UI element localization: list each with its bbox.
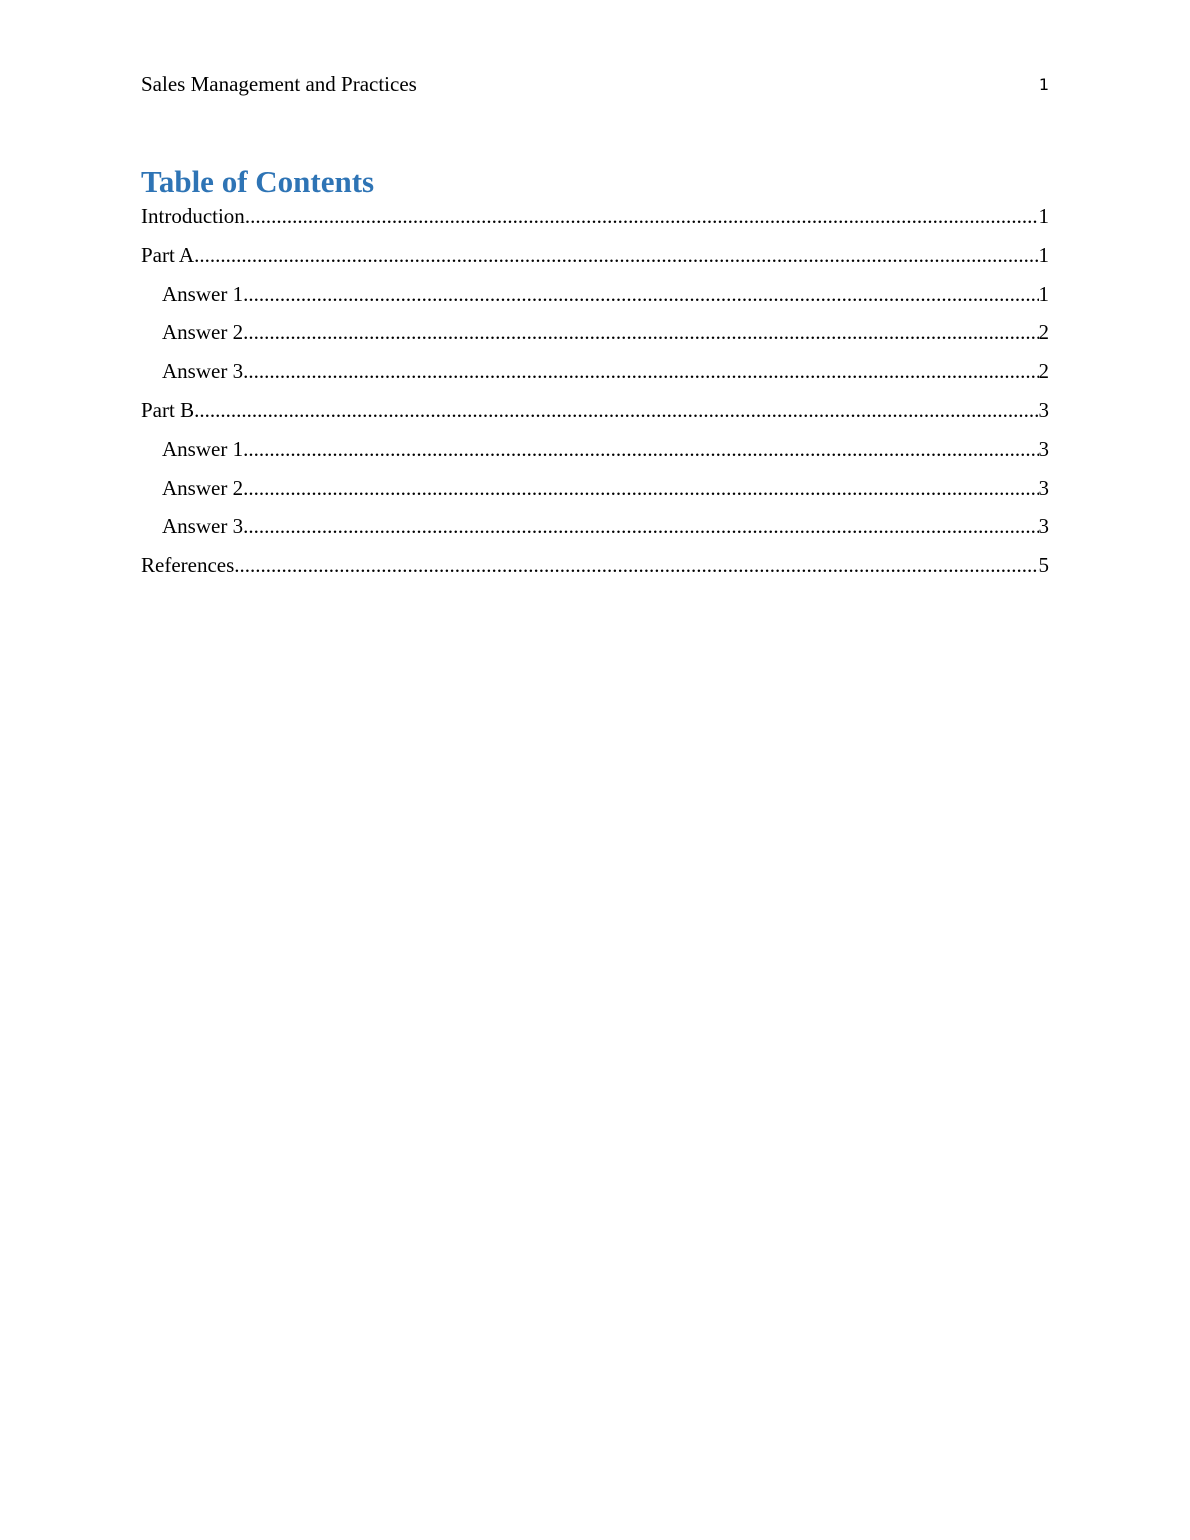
toc-entry-title: Answer 3 bbox=[162, 359, 244, 384]
toc-entry-page: 2 bbox=[1038, 320, 1049, 345]
page-header bbox=[141, 70, 1049, 100]
toc-dot-leader bbox=[243, 473, 1038, 503]
toc-dot-leader bbox=[243, 434, 1038, 464]
toc-entry-part-b[interactable] bbox=[141, 395, 1049, 434]
toc-entry-title: Answer 3 bbox=[162, 514, 244, 539]
table-of-contents bbox=[141, 201, 1049, 589]
toc-entry-title: Answer 2 bbox=[162, 475, 244, 500]
toc-entry-part-b-answer-1[interactable] bbox=[141, 434, 1049, 473]
page-number: 1 bbox=[1038, 75, 1049, 94]
toc-entry-title: Answer 1 bbox=[162, 281, 244, 306]
toc-dot-leader bbox=[243, 317, 1038, 347]
toc-dot-leader bbox=[245, 201, 1039, 231]
toc-entry-part-b-answer-2[interactable] bbox=[141, 473, 1049, 512]
toc-dot-leader bbox=[243, 279, 1038, 309]
toc-entry-page: 1 bbox=[1038, 281, 1049, 306]
toc-entry-introduction[interactable] bbox=[141, 201, 1049, 240]
toc-heading: Table of Contents bbox=[141, 164, 375, 199]
toc-entry-part-b-answer-3[interactable] bbox=[141, 511, 1049, 550]
toc-entry-page: 3 bbox=[1038, 436, 1049, 461]
toc-entry-page: 2 bbox=[1038, 359, 1049, 384]
toc-entry-part-a-answer-2[interactable] bbox=[141, 317, 1049, 356]
toc-entry-references[interactable] bbox=[141, 550, 1049, 589]
toc-dot-leader bbox=[243, 511, 1038, 541]
toc-entry-page: 3 bbox=[1038, 514, 1049, 539]
toc-entry-title: Part B bbox=[141, 397, 195, 422]
toc-entry-part-a-answer-1[interactable] bbox=[141, 279, 1049, 318]
toc-entry-title: References bbox=[141, 553, 235, 578]
toc-dot-leader bbox=[194, 395, 1038, 425]
toc-entry-page: 5 bbox=[1038, 553, 1049, 578]
toc-entry-part-a-answer-3[interactable] bbox=[141, 356, 1049, 395]
toc-dot-leader bbox=[234, 550, 1038, 580]
toc-entry-title: Part A bbox=[141, 242, 195, 267]
toc-entry-page: 1 bbox=[1038, 242, 1049, 267]
toc-entry-page: 1 bbox=[1038, 204, 1049, 228]
toc-entry-title: Introduction bbox=[141, 204, 245, 228]
toc-entry-page: 3 bbox=[1038, 475, 1049, 500]
running-title: Sales Management and Practices bbox=[141, 72, 417, 96]
toc-dot-leader bbox=[243, 356, 1038, 386]
toc-entry-part-a[interactable] bbox=[141, 240, 1049, 279]
toc-entry-page: 3 bbox=[1038, 397, 1049, 422]
toc-entry-title: Answer 2 bbox=[162, 320, 244, 345]
toc-entry-title: Answer 1 bbox=[162, 436, 244, 461]
toc-dot-leader bbox=[194, 240, 1038, 270]
